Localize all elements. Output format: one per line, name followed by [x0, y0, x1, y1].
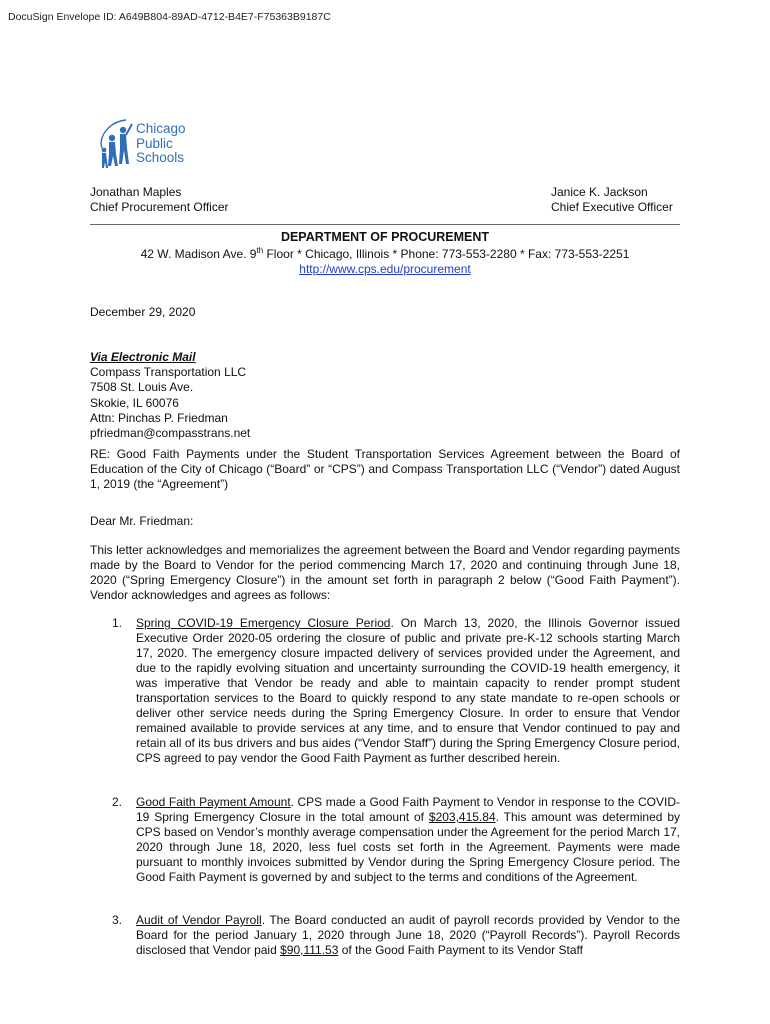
cps-logo: [96, 118, 208, 170]
procurement-link[interactable]: http://www.cps.edu/procurement: [299, 262, 471, 276]
salutation: Dear Mr. Friedman:: [90, 514, 194, 528]
item-text: Spring COVID-19 Emergency Closure Period. On March 13, 2020, the Illinois Governor issued Executive Order 2020-05 ordering the closure of public and private pre-K-12 schools starting March 17, 2020. The emergency closure impacted delivery of services provided under the Agreement, and due to the rapidly evolving situation and uncertainty surrounding the COVID-19 health emergency, it was imperative that Vendor be ready and able to maintain capacity to render prompt student transportation services to the Board to quickly respond to any state mandate to re-open schools or deliver other service needs during the Spring Emergency Closure. In order to ensure that Vendor remained available to provide services at any time, and to ensure that Vendor continued to pay and retain all of its bus drivers and bus aides (“Vendor Staff”) during the Spring Emergency Closure period, CPS agreed to pay vendor the Good Faith Payment as further described herein.: [136, 616, 680, 765]
item-number: 3.: [112, 913, 123, 927]
signatory-title: Chief Procurement Officer: [90, 200, 229, 214]
item-text: Good Faith Payment Amount. CPS made a Good Faith Payment to Vendor in response to the COVID-19 Spring Emergency Closure in the total amount of $203,415.84. This amount was determined by CPS based on Vendor’s monthly average compensation under the Agreement for the period March 17, 2020 through June 18, 2020, less fuel costs set forth in the Agreement. Payments were made pursuant to monthly invoices submitted by Vendor during the Spring Emergency Closure period. The Good Faith Payment is governed by and subject to the terms and conditions of the Agreement.: [136, 795, 680, 884]
header-divider: [90, 224, 680, 225]
docusign-envelope-id: DocuSign Envelope ID: A649B804-89AD-4712-B4E7-F75363B9187C: [8, 11, 331, 23]
item-heading: Audit of Vendor Payroll: [136, 913, 262, 927]
item-heading: Spring COVID-19 Emergency Closure Period: [136, 616, 391, 630]
recipient-company: Compass Transportation LLC: [90, 365, 247, 380]
payment-amount: $203,415.84: [428, 810, 496, 824]
item-heading: Good Faith Payment Amount: [136, 795, 291, 809]
right-signatory: [551, 185, 673, 215]
department-url: [0, 262, 770, 276]
department-address: 42 W. Madison Ave. 9th Floor * Chicago, Illinois * Phone: 773-553-2280 * Fax: 773-553-2251: [140, 246, 630, 261]
intro-paragraph: This letter acknowledges and memorializes the agreement between the Board and Vendor regarding payments made by the Board to Vendor for the period commencing March 17, 2020 and continuing through June 18, 2020 (“Spring Emergency Closure”) in the amount set forth in paragraph 2 below (“Good Faith Payment”). Vendor acknowledges and agrees as follows:: [90, 543, 680, 602]
item-number: 2.: [112, 795, 123, 809]
signatory-name: Janice K. Jackson: [551, 185, 648, 199]
recipient-email: pfriedman@compasstrans.net: [90, 426, 251, 441]
item-text: Audit of Vendor Payroll. The Board conducted an audit of payroll records provided by Vendor to the Board for the period January 1, 2020 through June 18, 2020 (“Payroll Records”). Payroll Records disclosed that Vendor paid $90,111.53 of the Good Faith Payment to its Vendor Staff: [136, 913, 681, 957]
signatory-name: Jonathan Maples: [90, 185, 182, 199]
signatory-title: Chief Executive Officer: [551, 200, 673, 214]
recipient-city: Skokie, IL 60076: [90, 395, 179, 410]
re-line: RE: Good Faith Payments under the Student Transportation Services Agreement between the Board of Education of the City of Chicago (“Board” or “CPS”) and Compass Transportation LLC (“Vendor”) dated August 1, 2019 (the “Agreement”): [90, 447, 680, 491]
recipient-attn: Attn: Pinchas P. Friedman: [90, 410, 228, 425]
cps-figures-icon: [96, 118, 138, 170]
letter-date: December 29, 2020: [90, 305, 196, 319]
department-title: DEPARTMENT OF PROCUREMENT: [280, 230, 490, 244]
delivery-method: Via Electronic Mail: [90, 350, 196, 364]
item-number: 1.: [112, 616, 123, 630]
left-signatory: [90, 185, 229, 215]
logo-wordmark: Chicago Public Schools: [136, 121, 186, 165]
payment-amount: $90,111.53: [280, 943, 339, 957]
recipient-street: 7508 St. Louis Ave.: [90, 380, 194, 395]
recipient-address: [90, 350, 680, 441]
